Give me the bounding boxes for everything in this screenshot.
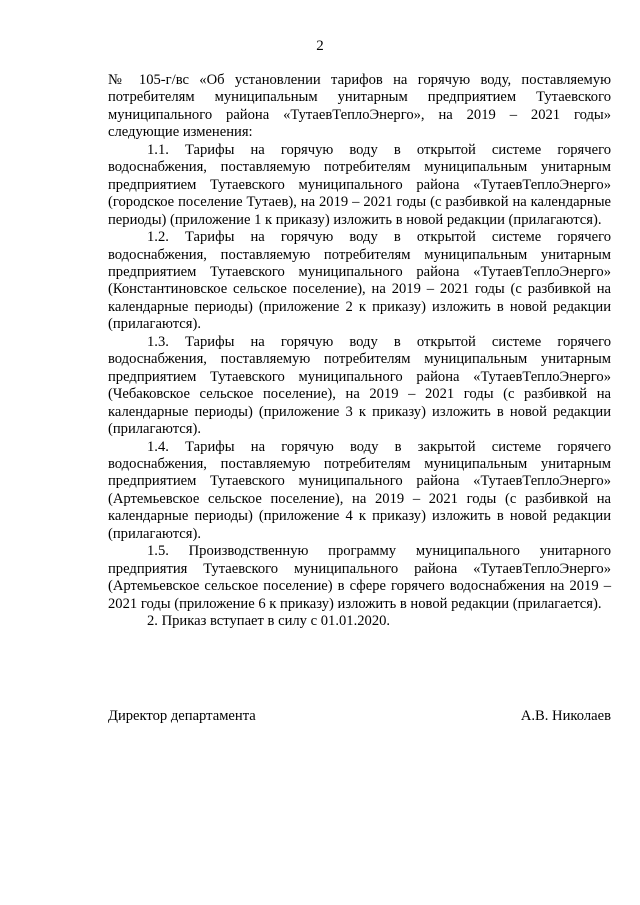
item-1-3-paragraph: 1.3. Тарифы на горячую воду в открытой системе горячего водоснабжения, поставляемую потребителям муниципальным унитарным предприятием Тутаевского муниципального района «ТутаевТеплоЭнерго» (Чебаковское сельское поселение), на 2019 – 2021 годы (с разбивкой на календарные периоды) (приложение 3 к приказу) изложить в новой редакции (прилагаются).	[108, 333, 611, 438]
item-2-paragraph: 2. Приказ вступает в силу с 01.01.2020.	[147, 613, 391, 630]
document-body	[108, 72, 611, 631]
item-1-2-paragraph: 1.2. Тарифы на горячую воду в открытой системе горячего водоснабжения, поставляемую потребителям муниципальным унитарным предприятием Тутаевского муниципального района «ТутаевТеплоЭнерго» (Константиновское сельское поселение), на 2019 – 2021 годы (с разбивкой на календарные периоды) (приложение 2 к приказу) изложить в новой редакции (прилагаются).	[108, 229, 611, 333]
signature-block	[108, 708, 611, 725]
signatory-name: А.В. Николаев	[520, 708, 611, 724]
signatory-position: Директор департамента	[108, 708, 256, 724]
item-1-4-paragraph: 1.4. Тарифы на горячую воду в закрытой системе горячего водоснабжения, поставляемую потребителям муниципальным унитарным предприятием Тутаевского муниципального района «ТутаевТеплоЭнерго» (Артемьевское сельское поселение), на 2019 – 2021 годы (с разбивкой на календарные периоды) (приложение 4 к приказу) изложить в новой редакции (прилагаются).	[108, 438, 611, 542]
item-1-1-paragraph: 1.1. Тарифы на горячую воду в открытой системе горячего водоснабжения, поставляемую потребителям муниципальным унитарным предприятием Тутаевского муниципального района «ТутаевТеплоЭнерго» (городское поселение Тутаев), на 2019 – 2021 годы (с разбивкой на календарные периоды) (приложение 1 к приказу) изложить в новой редакции (прилагаются).	[108, 141, 611, 228]
page-number: 2	[316, 38, 324, 54]
intro-paragraph: № 105-г/вс «Об установлении тарифов на горячую воду, поставляемую потребителям муниципальным унитарным предприятием Тутаевского муниципального района «ТутаевТеплоЭнерго», на 2019 – 2021 годы» следующие изменения:	[108, 72, 611, 141]
item-1-5-paragraph: 1.5. Производственную программу муниципального унитарного предприятия Тутаевского муниципального района «ТутаевТеплоЭнерго» (Артемьевское сельское поселение) в сфере горячего водоснабжения на 2019 – 2021 годы (приложение 6 к приказу) изложить в новой редакции (прилагается).	[108, 543, 611, 612]
